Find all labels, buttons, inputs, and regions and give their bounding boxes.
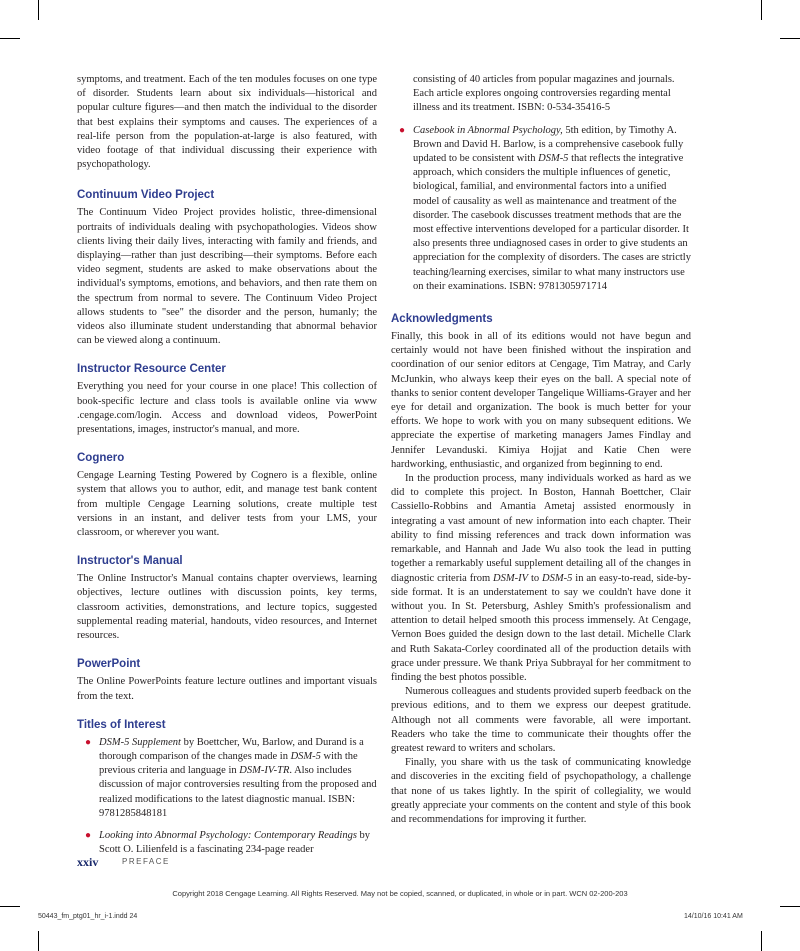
ack-paragraph-1: Finally, this book in all of its editions would not have begun and certainly would not have been finished without the inspiration and coordination of our senior editors at Cengage, Tim Matray, and Carly McJunkin, who always keep their eyes on the ball. A special note of thanks to senior content developer Tangelique Williams-Grayer and her eye for detail and organization. The book is much better for your efforts. We hope to work with you on many subsequent editions. We appreciate the expertise of marketing managers James Findlay and Jennifer Levanduski. Kimiya Hojjat and Katie Chen were hardworking, enthusiastic, and organized from beginning to end.	[391, 331, 691, 470]
irc-heading: Instructor Resource Center	[77, 363, 226, 376]
manual-heading: Instructor's Manual	[77, 555, 183, 568]
copyright-notice: Copyright 2018 Cengage Learning. All Rights Reserved. May not be copied, scanned, or duplicated, in whole or in part. WCN 02-200-203	[172, 889, 628, 898]
powerpoint-heading: PowerPoint	[77, 658, 141, 671]
list-item: ● Looking into Abnormal Psychology: Contemporary Readings by Scott O. Lilienfeld is a fascinating 234-page reader	[85, 829, 371, 856]
ack-paragraph-2: In the production process, many individuals worked as hard as we did to complete this project. In Boston, Hannah Boettcher, Clair Cassiello-Robbins and Amantia Ametaj assisted enormously in integrating a vast amount of new information into each chapter. Their ability to find missing references and track down information was remarkable, and Hannah and Jade Wu also took the lead in putting together a remarkably useful supplement detailing all of the changes in diagnostic criteria from DSM-IV to DSM-5 in an easy-to-read, side-by-side format. It is an understatement to say we couldn't have done it without you. In St. Petersburg, Ashley Smith's professionalism and attention to detail helped smooth this process immensely. At Cengage, Vernon Boes guided the design down to the last detail. Michelle Clark and Ruth Sakata-Corley coordinated all of the production details with grace under pressure. We thank Priya Subbrayal for her commitment to finding the best photos possible.	[391, 473, 691, 683]
bullet-icon: ●	[85, 736, 92, 748]
acknowledgments-heading: Acknowledgments	[391, 313, 493, 326]
crop-mark	[38, 0, 39, 20]
continuum-heading: Continuum Video Project	[77, 189, 215, 202]
powerpoint-paragraph: The Online PowerPoints feature lecture outlines and important visuals from the text.	[77, 676, 377, 702]
date-slug: 14/10/16 10:41 AM	[684, 913, 743, 920]
list-item: ● DSM-5 Supplement by Boettcher, Wu, Barlow, and Durand is a thorough comparison of the changes made in DSM-5 with the previous criteria and language in DSM-IV-TR. Also includes discussion of major controversies resulting from the proposed and realized modifications to the latest diagnostic manual. ISBN: 9781285848181	[85, 736, 377, 819]
manual-paragraph: The Online Instructor's Manual contains chapter overviews, learning objectives, lecture outlines with discussion points, key terms, classroom activities, demonstrations, and lecture topics, suggested supplemental reading material, handouts, video resources, and Internet resources.	[77, 573, 377, 642]
titles-heading: Titles of Interest	[77, 718, 166, 731]
page-number: xxiv	[77, 855, 99, 869]
crop-mark	[761, 0, 762, 20]
crop-mark	[780, 906, 800, 907]
left-column	[77, 73, 377, 865]
crop-mark	[0, 906, 20, 907]
list-item-continued: consisting of 40 articles from popular magazines and journals. Each article explores ongoing controversies regarding mental illness and its treatment. ISBN: 0-534-35416-5	[413, 74, 675, 114]
file-slug: 50443_fm_ptg01_hr_i-1.indd 24	[38, 913, 138, 920]
crop-mark	[0, 38, 20, 39]
intro-paragraph: symptoms, and treatment. Each of the ten modules focuses on one type of disorder. Students learn about six individuals—historical and popular culture figures—and then match the individual to the disorder that best explains their symptoms and causes. The experiences of a real-life person from the population-at-large is also featured, with video footage of that individual discussing their experience with psychopathology.	[77, 74, 377, 171]
bullet-icon: ●	[399, 124, 406, 136]
ack-paragraph-3: Numerous colleagues and students provided superb feedback on the previous editions, and to them we express our deepest gratitude. Although not all comments were favorable, all were important. Readers who take the time to communicate their thoughts offer the greatest reward to writers and scholars.	[391, 686, 691, 754]
cognero-heading: Cognero	[77, 452, 125, 465]
running-head: PREFACE	[122, 857, 170, 866]
crop-mark	[761, 931, 762, 951]
crop-mark	[780, 38, 800, 39]
ack-paragraph-4: Finally, you share with us the task of communicating knowledge and discoveries in the exciting field of psychopathology, a challenge that none of us takes lightly. In the spirit of collegiality, we would greatly appreciate your comments on the content and style of this book and recommendations for improving it further.	[391, 757, 691, 825]
continuum-paragraph: The Continuum Video Project provides holistic, three-dimensional portraits of individuals dealing with psychopathologies. Videos show clients living their daily lives, interacting with family and friends, and displaying—rather than just describing—their symptoms. Before each video segment, students are asked to make observations about the individual's symptoms, emotions, and behaviors, and then rate them on the spectrum from normal to severe. The Continuum Video Project allows students to "see" the disorder and the person, humanly; the videos also illuminate student understanding that abnormal behavior can be viewed along a continuum.	[77, 207, 377, 347]
bullet-icon: ●	[85, 829, 92, 841]
irc-paragraph: Everything you need for your course in one place! This collection of book-specific lecture and class tools is available online via www .cengage.com/login. Access and download videos, PowerPoint presentations, images, instructor's manual, and more.	[77, 381, 377, 436]
cognero-paragraph: Cengage Learning Testing Powered by Cognero is a flexible, online system that allows you to author, edit, and manage test bank content from multiple Cengage Learning solutions, create multiple test versions in an instant, and deliver tests from your LMS, your classroom, or wherever you want.	[77, 470, 377, 539]
list-item: ● Casebook in Abnormal Psychology, 5th edition, by Timothy A. Brown and David H. Barlow, is a comprehensive casebook fully updated to be consistent with DSM-5 that reflects the integrative approach, which considers the multiple influences of genetic, biological, familial, and environmental factors into a unified model of causality as well as maintenance and treatment of the disorder. The casebook discusses treatment methods that are the most effective interventions developed for a particular disorder. It also presents three undiagnosed cases in order to give students an appreciation for the complexity of disorders. The cases are strictly teaching/learning exercises, similar to what many instructors use on their examinations. ISBN: 9781305971714	[399, 124, 691, 292]
right-column	[391, 73, 691, 827]
crop-mark	[38, 931, 39, 951]
